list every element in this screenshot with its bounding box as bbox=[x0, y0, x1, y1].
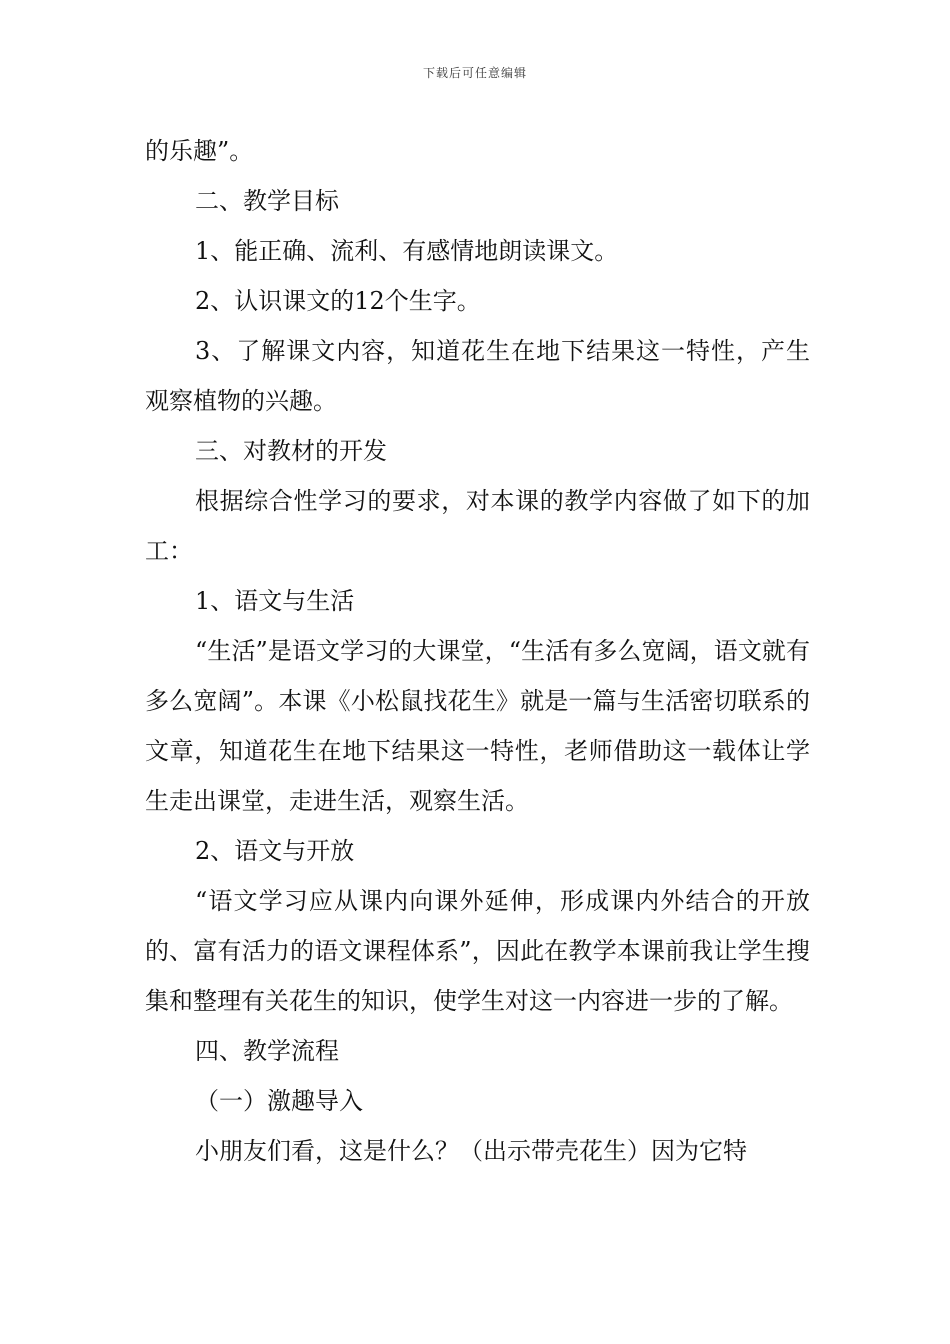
subheading: 1、语文与生活 bbox=[195, 587, 355, 615]
paragraph: 的乐趣”。 bbox=[145, 137, 254, 165]
list-item: 1、能正确、流利、有感情地朗读课文。 bbox=[195, 237, 619, 265]
list-item: 2、认识课文的12个生字。 bbox=[195, 287, 481, 315]
subheading: 2、语文与开放 bbox=[195, 837, 355, 865]
subheading: （一）激趣导入 bbox=[195, 1087, 363, 1115]
section-heading: 四、教学流程 bbox=[195, 1037, 339, 1065]
list-item: 3、了解课文内容，知道花生在地下结果这一特性，产生观察植物的兴趣。 bbox=[145, 337, 810, 415]
paragraph: “语文学习应从课内向课外延伸，形成课内外结合的开放的、富有活力的语文课程体系”，因此在教学本课前我让学生搜集和整理有关花生的知识，使学生对这一内容进一步的了解。 bbox=[145, 887, 810, 1015]
paragraph: “生活”是语文学习的大课堂，“生活有多么宽阔，语文就有多么宽阔”。本课《小松鼠找花生》就是一篇与生活密切联系的文章，知道花生在地下结果这一特性，老师借助这一载体让学生走出课堂，走进生活，观察生活。 bbox=[145, 637, 810, 815]
document-body bbox=[145, 126, 810, 1176]
page-header-note: 下载后可任意编辑 bbox=[422, 66, 527, 80]
section-heading: 二、教学目标 bbox=[195, 187, 339, 215]
paragraph: 小朋友们看，这是什么？（出示带壳花生）因为它特 bbox=[195, 1137, 747, 1165]
section-heading: 三、对教材的开发 bbox=[195, 437, 387, 465]
paragraph: 根据综合性学习的要求，对本课的教学内容做了如下的加工： bbox=[145, 487, 810, 565]
